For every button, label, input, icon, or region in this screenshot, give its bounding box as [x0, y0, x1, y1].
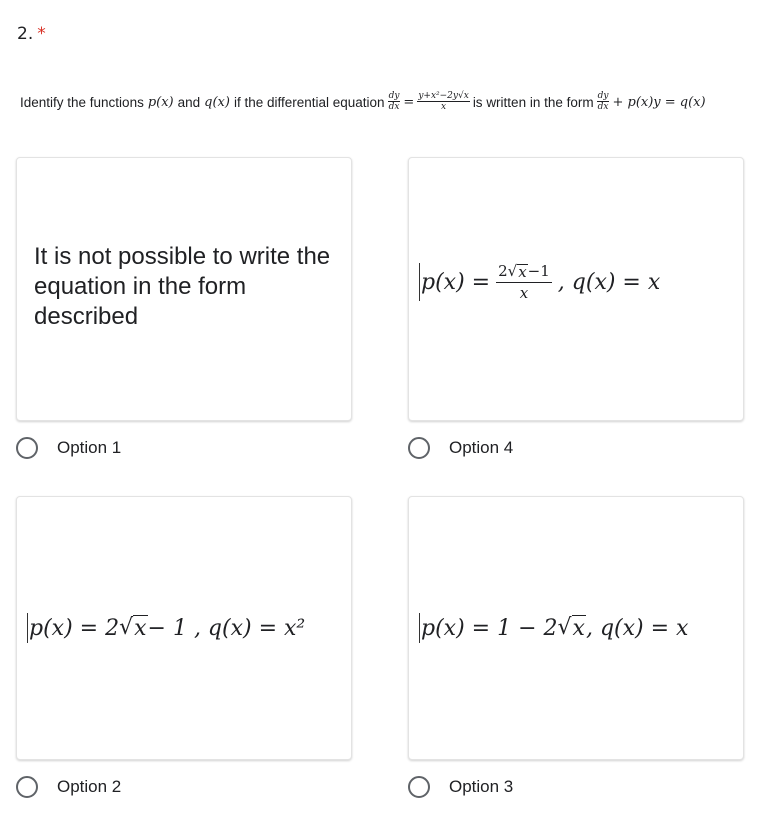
option-1-radio-row[interactable]: [16, 437, 121, 459]
prompt-and: and: [177, 94, 201, 110]
prompt-text-mid2: is written in the form: [472, 94, 594, 110]
option-2-rad: x: [134, 616, 147, 641]
option-2-radio[interactable]: [16, 776, 38, 798]
text-cursor: [419, 263, 420, 301]
prompt-rhs-den: x: [441, 102, 447, 112]
option-3-tail: , q(x) = x: [585, 615, 689, 641]
required-asterisk: *: [37, 24, 46, 44]
option-2-tail: − 1 , q(x) = x²: [147, 615, 306, 641]
question-number: [17, 24, 46, 44]
option-3-rad: x: [572, 616, 585, 641]
option-3-equation: [419, 613, 688, 643]
option-4-frac-num: [496, 261, 552, 283]
option-4-num-rad: x: [518, 262, 527, 281]
text-cursor: [419, 613, 420, 643]
option-3-radio[interactable]: [408, 776, 430, 798]
option-4-card[interactable]: [408, 157, 744, 421]
option-3-radio-row[interactable]: [408, 776, 513, 798]
option-2-card[interactable]: [16, 496, 352, 760]
prompt-dy: dy: [388, 91, 400, 101]
option-4-num-tail: −1: [527, 261, 550, 280]
prompt-rhs-num: y+x²−2y√x: [418, 91, 469, 101]
prompt-q-x: q(x): [204, 94, 230, 110]
option-3-label[interactable]: Option 3: [449, 777, 514, 796]
option-1-card[interactable]: [16, 157, 352, 421]
sqrt-symbol: √ x: [557, 615, 585, 641]
option-2-equation: [27, 613, 305, 643]
option-1-text: It is not possible to write the equation in the form described: [34, 243, 331, 330]
option-4-radio-row[interactable]: [408, 437, 513, 459]
option-3-p: p(x) = 1 − 2: [421, 615, 558, 641]
sqrt-symbol: √ x: [507, 261, 527, 281]
option-4-fraction: [496, 261, 552, 302]
option-4-radio[interactable]: [408, 437, 430, 459]
option-4-label[interactable]: Option 4: [449, 438, 514, 457]
prompt-p-x: p(x): [147, 94, 174, 110]
option-4-q: , q(x) = x: [557, 269, 661, 295]
prompt-form-dx: dx: [597, 102, 609, 112]
prompt-text-start: Identify the functions: [20, 94, 144, 110]
prompt-form-rest: + p(x)y = q(x): [612, 94, 706, 110]
option-4-num-coef: 2: [498, 261, 508, 280]
option-1-label[interactable]: Option 1: [57, 438, 122, 457]
question-number-text: 2.: [17, 24, 34, 44]
question-prompt: [20, 84, 760, 120]
option-4-equation: [419, 263, 660, 301]
text-cursor: [27, 613, 28, 643]
prompt-dy-dx: [388, 92, 401, 112]
option-2-p: p(x) = 2: [29, 615, 120, 641]
sqrt-symbol: √ x: [119, 615, 147, 641]
option-2-label[interactable]: Option 2: [57, 777, 122, 796]
prompt-form-dy: dy: [597, 91, 609, 101]
prompt-dx: dx: [388, 102, 400, 112]
prompt-equals: =: [403, 94, 415, 110]
prompt-form-dy-dx: [597, 92, 610, 112]
prompt-rhs-fraction: [417, 92, 469, 112]
option-2-radio-row[interactable]: [16, 776, 121, 798]
prompt-text-mid: if the differential equation: [233, 94, 385, 110]
option-4-p: p(x) =: [421, 269, 491, 295]
option-3-card[interactable]: [408, 496, 744, 760]
option-1-radio[interactable]: [16, 437, 38, 459]
option-4-frac-den: x: [519, 283, 529, 302]
